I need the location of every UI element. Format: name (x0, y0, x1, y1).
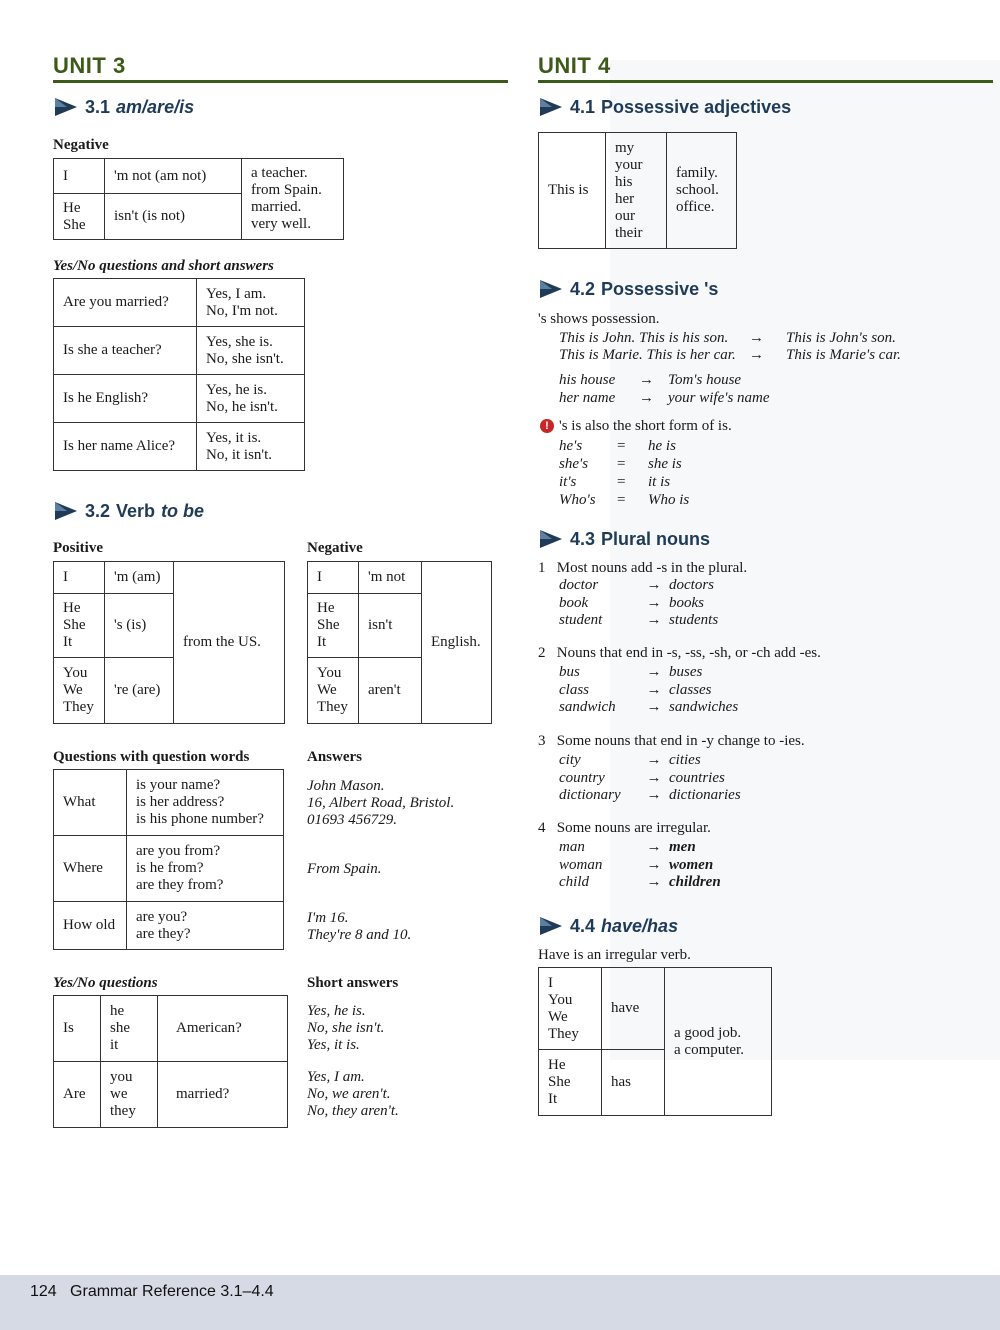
answer-cell: Yes, it is. No, it isn't. (197, 423, 305, 471)
yesno-label-31: Yes/No questions and short answers (53, 258, 274, 274)
subject-cell: You We They (54, 658, 105, 724)
subject-cell: He She It (54, 594, 105, 658)
qrest-cell: is your name? is her address? is his phone number? (127, 770, 284, 836)
verb-cell: Is (54, 996, 101, 1062)
ending-cell: from the US. (174, 562, 285, 724)
arrow-right-icon: → (639, 372, 654, 388)
qrest-cell: are you? are they? (127, 902, 284, 950)
plural-pairs-4: man → men woman → women child → children (559, 839, 721, 890)
adjectives-cell: my your his her our their (606, 133, 667, 249)
section-3-2-title: 3.2 Verb to be (53, 500, 204, 522)
ending-cell: married? (158, 1062, 288, 1128)
subject-cell: I (54, 562, 105, 594)
answer-cell: Yes, she is. No, she isn't. (197, 327, 305, 375)
qrest-cell: are you from? is he from? are they from? (127, 836, 284, 902)
verb-cell: isn't (is not) (105, 194, 242, 240)
question-cell: Is her name Alice? (54, 423, 197, 471)
warning-icon: ! (540, 419, 554, 433)
plural-rule-3: 3 Some nouns that end in -y change to -ies. (538, 733, 805, 749)
subject-cell: you we they (101, 1062, 158, 1128)
section-4-2-title: 4.2 Possessive 's (538, 278, 718, 300)
answers-what: John Mason. 16, Albert Road, Bristol. 01693 456729. (307, 778, 455, 828)
footer (30, 1283, 274, 1301)
endings-cell: a teacher. from Spain. married. very well. (242, 159, 344, 240)
plural-rule-4: 4 Some nouns are irregular. (538, 820, 711, 836)
arrow-right-icon: → (749, 330, 764, 346)
section-4-1-title: 4.1 Possessive adjectives (538, 96, 791, 118)
verb-cell: 'm not (am not) (105, 159, 242, 194)
endings-cell: family. school. office. (667, 133, 737, 249)
section-arrow-icon (538, 278, 564, 300)
section-3-1-title: 3.1 am/are/is (53, 96, 194, 118)
answers-howold: I'm 16. They're 8 and 10. (307, 910, 412, 943)
plural-rule-2: 2 Nouns that end in -s, -ss, -sh, or -ch add -es. (538, 645, 821, 661)
plural-pairs-1: doctor → doctors book → books student → students (559, 577, 719, 628)
possessive-pair-1: his house → Tom's house (559, 372, 742, 388)
section-arrow-icon (53, 500, 79, 522)
arrow-right-icon: → (639, 390, 654, 406)
endings-cell: a good job. a computer. (665, 968, 772, 1116)
qword-cell: Where (54, 836, 127, 902)
plural-pairs-3: city → cities country → countries dictionary → dictionaries (559, 752, 741, 803)
yesno-table-32 (53, 995, 288, 1128)
answer-cell: Yes, he is. No, he isn't. (197, 375, 305, 423)
answer-cell: Yes, I am. No, I'm not. (197, 279, 305, 327)
yesno-table-31 (53, 278, 305, 471)
short-answers-label: Short answers (307, 975, 399, 991)
verb-cell: has (602, 1050, 665, 1116)
section-arrow-icon (53, 96, 79, 118)
verb-cell: 'm (am) (105, 562, 174, 594)
section-arrow-icon (538, 96, 564, 118)
negative-label-32: Negative (307, 540, 363, 556)
unit4-heading: UNIT 4 (538, 53, 611, 78)
qword-cell: How old (54, 902, 127, 950)
possessive-example-1: This is John. This is his son. → This is John's son. (559, 330, 896, 346)
unit3-rule (53, 80, 508, 83)
verb-cell: aren't (359, 658, 422, 724)
plural-rule-1: 1 Most nouns add -s in the plural. (538, 560, 748, 576)
answers-where: From Spain. (307, 861, 382, 877)
have-has-table (538, 967, 772, 1116)
question-cell: Is she a teacher? (54, 327, 197, 375)
positive-label: Positive (53, 540, 103, 556)
unit3-heading: UNIT 3 (53, 53, 126, 78)
section-arrow-icon (538, 915, 564, 937)
negative-label: Negative (53, 137, 109, 153)
short-form-list: he's = he is she's = she is it's = it is Who's = Who is (559, 438, 690, 508)
subject-cell: You We They (308, 658, 359, 724)
subject-cell: I You We They (539, 968, 602, 1050)
positive-table-32 (53, 561, 285, 724)
section-4-4-title: 4.4 have/has (538, 915, 678, 937)
verb-cell: isn't (359, 594, 422, 658)
footer-title: Grammar Reference 3.1–4.4 (70, 1283, 274, 1300)
subject-cell: He She It (308, 594, 359, 658)
question-cell: Is he English? (54, 375, 197, 423)
verb-cell: 'm not (359, 562, 422, 594)
section-4-3-title: 4.3 Plural nouns (538, 528, 710, 550)
subject-cell: He She It (539, 1050, 602, 1116)
subject-cell: he she it (101, 996, 158, 1062)
have-intro: Have is an irregular verb. (538, 947, 691, 963)
unit4-rule (538, 80, 993, 83)
short-answers-1: Yes, he is. No, she isn't. Yes, it is. (307, 1003, 385, 1053)
possessive-pair-2: her name → your wife's name (559, 390, 770, 406)
page-number: 124 (30, 1283, 57, 1300)
ending-cell: American? (158, 996, 288, 1062)
short-form-note: 's is also the short form of is. (559, 418, 732, 434)
answers-label: Answers (307, 749, 362, 765)
ending-cell: English. (422, 562, 492, 724)
negative-table-31 (53, 158, 344, 240)
possessive-adj-table (538, 132, 737, 249)
arrow-right-icon: → (749, 347, 764, 363)
subject-cell: I (54, 159, 105, 194)
possessive-example-2: This is Marie. This is her car. → This is Marie's car. (559, 347, 901, 363)
verb-cell: 're (are) (105, 658, 174, 724)
verb-cell: have (602, 968, 665, 1050)
negative-table-32 (307, 561, 492, 724)
qword-cell: What (54, 770, 127, 836)
plural-pairs-2: bus → buses class → classes sandwich → sandwiches (559, 664, 739, 715)
verb-cell: 's (is) (105, 594, 174, 658)
short-answers-2: Yes, I am. No, we aren't. No, they aren't. (307, 1069, 399, 1119)
qwords-label: Questions with question words (53, 749, 250, 765)
section-arrow-icon (538, 528, 564, 550)
start-cell: This is (539, 133, 606, 249)
subject-cell: He She (54, 194, 105, 240)
yesno-label-32: Yes/No questions (53, 975, 158, 991)
verb-cell: Are (54, 1062, 101, 1128)
possessive-s-intro: 's shows possession. (538, 311, 660, 327)
subject-cell: I (308, 562, 359, 594)
qwords-table (53, 769, 284, 950)
question-cell: Are you married? (54, 279, 197, 327)
